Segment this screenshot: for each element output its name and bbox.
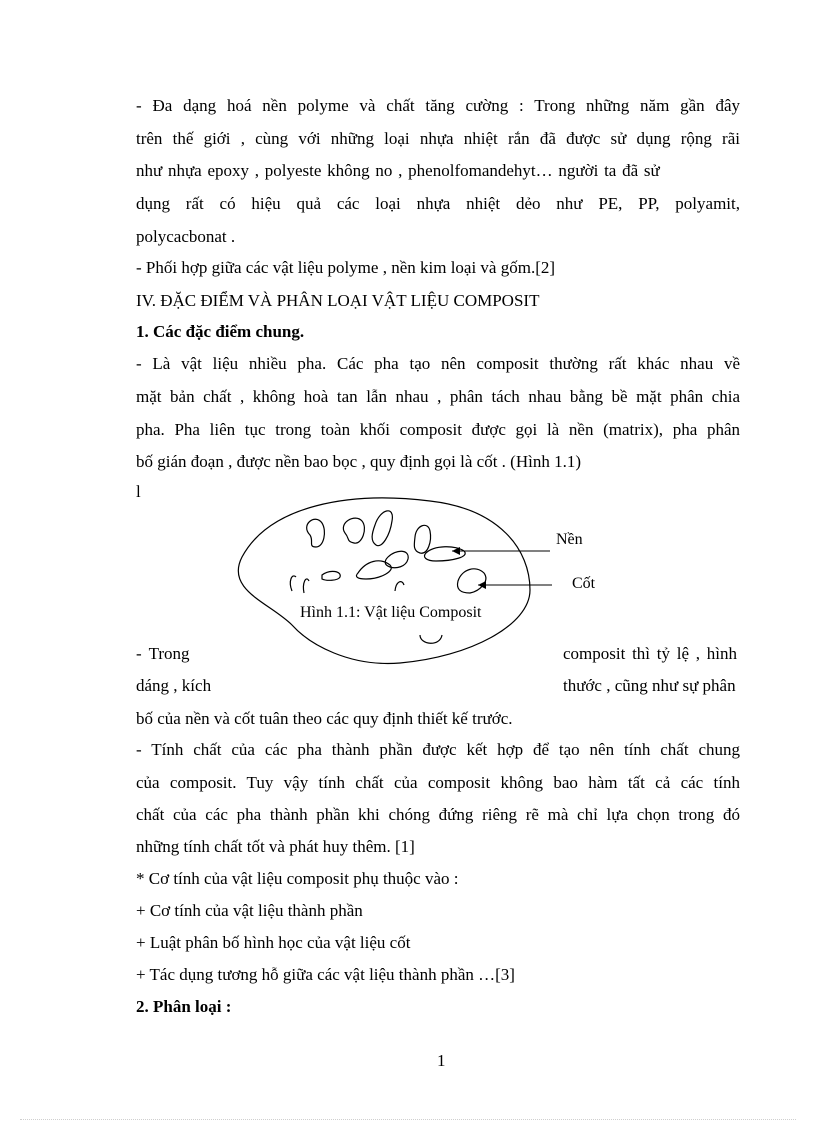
paragraph-line: - Là vật liệu nhiều pha. Các pha tạo nên composit thường rất khác nhau về xyxy=(136,354,740,373)
particle xyxy=(290,576,296,591)
paragraph-line: bố của nền và cốt tuân theo các quy định thiết kế trước. xyxy=(136,709,513,728)
figure-caption: Hình 1.1: Vật liệu Composit xyxy=(300,604,482,621)
section-heading: IV. ĐẶC ĐIỂM VÀ PHÂN LOẠI VẬT LIỆU COMPOSIT xyxy=(136,291,540,310)
particle xyxy=(385,551,408,567)
list-item: + Cơ tính của vật liệu thành phần xyxy=(136,901,363,920)
particle xyxy=(343,518,364,543)
paragraph-line: polycacbonat . xyxy=(136,227,236,246)
paragraph-line: chất của các pha thành phần khi chóng đứng riêng rẽ mà chỉ lựa chọn trong đó xyxy=(136,805,740,824)
particle xyxy=(414,525,430,553)
paragraph-line: thước , cũng như sự phân xyxy=(563,676,736,695)
paragraph-line: mặt bản chất , không hoà tan lẫn nhau , phân tách nhau bằng bề mặt phân chia xyxy=(136,387,740,406)
particle xyxy=(307,519,325,547)
footer-divider xyxy=(20,1119,796,1120)
paragraph-line: trên thế giới , cùng với những loại nhựa nhiệt rắn đã được sử dụng rộng rãi xyxy=(136,129,740,148)
particle xyxy=(372,511,392,546)
paragraph-line: pha. Pha liên tục trong toàn khối composit được gọi là nền (matrix), pha phân xyxy=(136,420,740,439)
paragraph-line: - Trong xyxy=(136,644,190,663)
paragraph-line: - Phối hợp giữa các vật liệu polyme , nền kim loại và gốm.[2] xyxy=(136,258,556,277)
paragraph-line: composit thì tỷ lệ , hình xyxy=(563,644,737,663)
paragraph-line: - Tính chất của các pha thành phần được kết hợp để tạo nên tính chất chung xyxy=(136,740,740,759)
paragraph-line: dáng , kích xyxy=(136,676,212,695)
paragraph-line: như nhựa epoxy , polyeste không no , phenolfomandehyt… người ta đã sử xyxy=(136,161,660,180)
particle xyxy=(395,582,404,591)
list-item: + Tác dụng tương hỗ giữa các vật liệu thành phần …[3] xyxy=(136,965,515,984)
paragraph-line: * Cơ tính của vật liệu composit phụ thuộc vào : xyxy=(136,869,459,888)
paragraph-line: bố gián đoạn , được nền bao bọc , quy định gọi là cốt . (Hình 1.1) xyxy=(136,452,582,471)
arrowhead xyxy=(478,581,486,589)
particle xyxy=(420,635,442,643)
stray-mark: l xyxy=(136,482,141,501)
paragraph-line: dụng rất có hiệu quả các loại nhựa nhiệt dẻo như PE, PP, polyamit, xyxy=(136,194,740,213)
label-reinforcement: Cốt xyxy=(572,575,596,592)
label-matrix: Nền xyxy=(556,531,583,548)
subheading-classification: 2. Phân loại : xyxy=(136,997,232,1016)
paragraph-line: của composit. Tuy vậy tính chất của composit không bao hàm tất cả các tính xyxy=(136,773,740,792)
particle xyxy=(458,569,486,593)
matrix-outline xyxy=(238,498,530,663)
subheading-general-features: 1. Các đặc điểm chung. xyxy=(136,322,305,341)
page-number: 1 xyxy=(437,1051,446,1070)
particle xyxy=(322,571,340,580)
particle xyxy=(303,579,309,593)
paragraph-line: - Đa dạng hoá nền polyme và chất tăng cường : Trong những năm gần đây xyxy=(136,96,740,115)
arrowhead xyxy=(452,547,460,555)
paragraph-line: những tính chất tốt và phát huy thêm. [1] xyxy=(136,837,415,856)
list-item: + Luật phân bố hình học của vật liệu cốt xyxy=(136,933,411,952)
